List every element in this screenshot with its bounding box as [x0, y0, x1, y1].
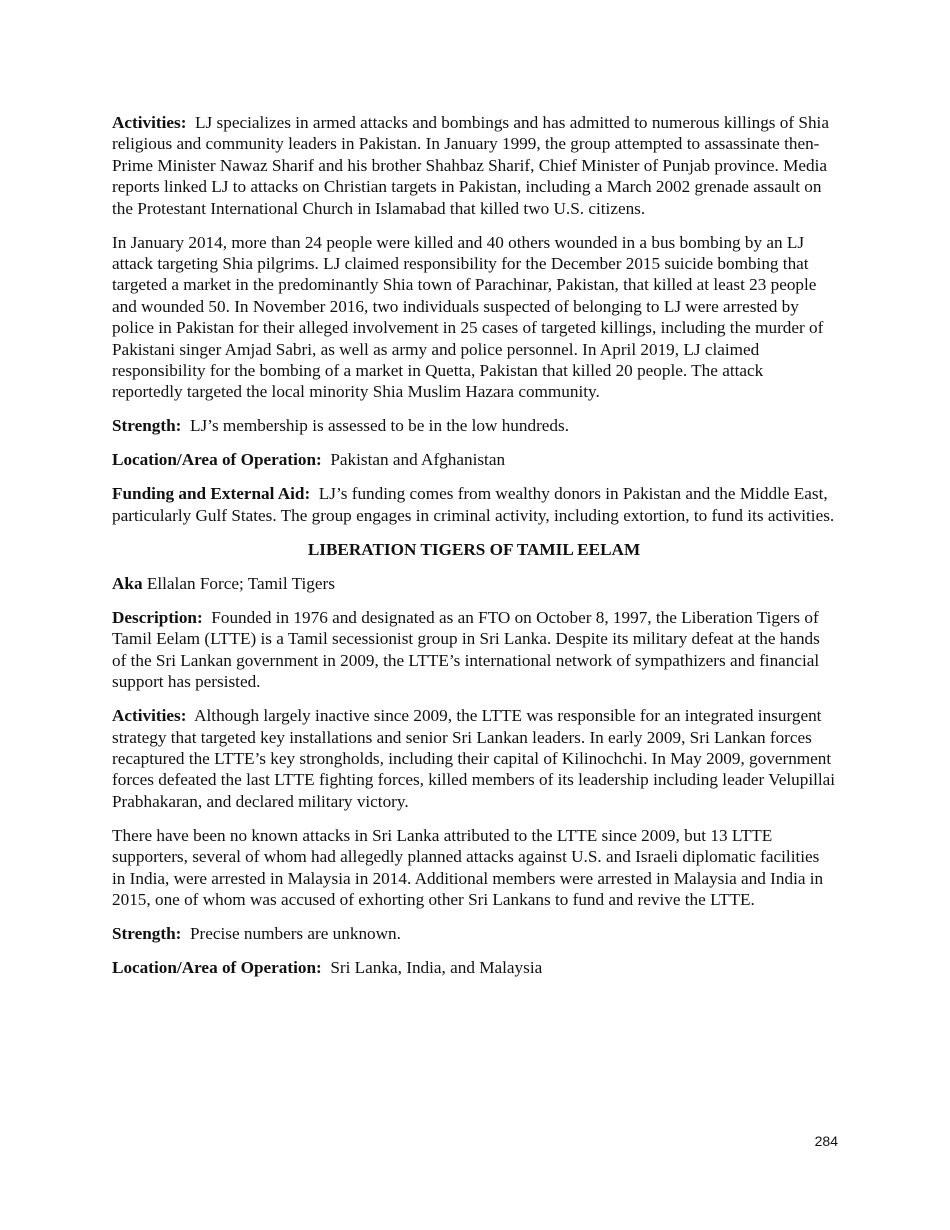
lj-location-label: Location/Area of Operation:	[112, 450, 322, 470]
lj-funding-label: Funding and External Aid:	[112, 484, 311, 504]
ltte-strength-paragraph	[112, 923, 836, 944]
lj-activities-label: Activities:	[112, 113, 187, 132]
ltte-activities-label: Activities:	[112, 706, 187, 726]
lj-strength-label: Strength:	[112, 416, 182, 436]
ltte-aka-paragraph	[112, 573, 836, 594]
ltte-activities-paragraph-2: There have been no known attacks in Sri Lanka attributed to the LTTE since 2009, but 13 LTTE supporters, several of whom had allegedly planned attacks against U.S. and Israeli diplomatic facilities in India, were arrested in Malaysia in 2014. Additional members were arrested in Malaysia and India in 2015, one of whom was accused of exhorting other Sri Lankans to fund and revive the LTTE.	[112, 825, 824, 909]
ltte-description-label: Description:	[112, 607, 203, 627]
ltte-activities-paragraph	[112, 705, 836, 812]
ltte-strength-text: Precise numbers are unknown.	[189, 923, 401, 943]
lj-location-paragraph	[112, 449, 836, 470]
lj-location-text: Pakistan and Afghanistan	[330, 450, 506, 470]
document-page	[112, 112, 836, 991]
lj-activities-paragraph-2: In January 2014, more than 24 people were killed and 40 others wounded in a bus bombing by an LJ attack targeting Shia pilgrims. LJ claimed responsibility for the December 2015 suicide bombing that targeted a market in the predominantly Shia town of Parachinar, Pakistan, that killed at least 23 people and wounded 50. In November 2016, two individuals suspected of belonging to LJ were arrested by police in Pakistan for their alleged involvement in 25 cases of targeted killings, including the murder of Pakistani singer Amjad Sabri, as well as army and police personnel. In April 2019, LJ claimed responsibility for the bombing of a market in Quetta, Pakistan that killed 20 people. The attack reportedly targeted the local minority Shia Muslim Hazara community.	[112, 232, 824, 402]
lj-funding-paragraph	[112, 483, 836, 526]
lj-strength-paragraph	[112, 415, 836, 436]
ltte-location-text: Sri Lanka, India, and Malaysia	[330, 957, 543, 977]
page-number: 284	[814, 1133, 838, 1149]
ltte-aka-text: Ellalan Force; Tamil Tigers	[146, 573, 335, 593]
ltte-strength-label: Strength:	[112, 923, 182, 943]
lj-funding-text: LJ’s funding comes from wealthy donors in Pakistan and the Middle East, particularly Gulf States. The group engages in criminal activity, including extortion, to fund its activities.	[112, 484, 835, 525]
ltte-location-label: Location/Area of Operation:	[112, 957, 322, 977]
ltte-section-title: LIBERATION TIGERS OF TAMIL EELAM	[307, 539, 641, 559]
lj-activities-paragraph	[112, 112, 836, 219]
ltte-description-text: Founded in 1976 and designated as an FTO on October 8, 1997, the Liberation Tigers of Tamil Eelam (LTTE) is a Tamil secessionist group in Sri Lanka. Despite its military defeat at the hands of the Sri Lankan government in 2009, the LTTE’s international network of sympathizers and financial support has persisted.	[112, 607, 820, 692]
lj-strength-text: LJ’s membership is assessed to be in the low hundreds.	[189, 416, 570, 436]
lj-activities-text: LJ specializes in armed attacks and bombings and has admitted to numerous killings of Shia religious and community leaders in Pakistan. In January 1999, the group attempted to assassinate then-Prime Minister Nawaz Sharif and his brother Shahbaz Sharif, Chief Minister of Punjab province. Media reports linked LJ to attacks on Christian targets in Pakistan, including a March 2002 grenade assault on the Protestant International Church in Islamabad that killed two U.S. citizens.	[112, 113, 829, 218]
ltte-aka-label: Aka	[112, 573, 143, 593]
ltte-description-paragraph	[112, 607, 836, 693]
ltte-activities-text: Although largely inactive since 2009, the LTTE was responsible for an integrated insurgent strategy that targeted key installations and senior Sri Lankan leaders. In early 2009, Sri Lankan forces recaptured the LTTE’s key strongholds, including their capital of Kilinochchi. In May 2009, government forces defeated the last LTTE fighting forces, killed members of its leadership including leader Velupillai Prabhakaran, and declared military victory.	[112, 706, 836, 811]
ltte-location-paragraph	[112, 957, 836, 978]
